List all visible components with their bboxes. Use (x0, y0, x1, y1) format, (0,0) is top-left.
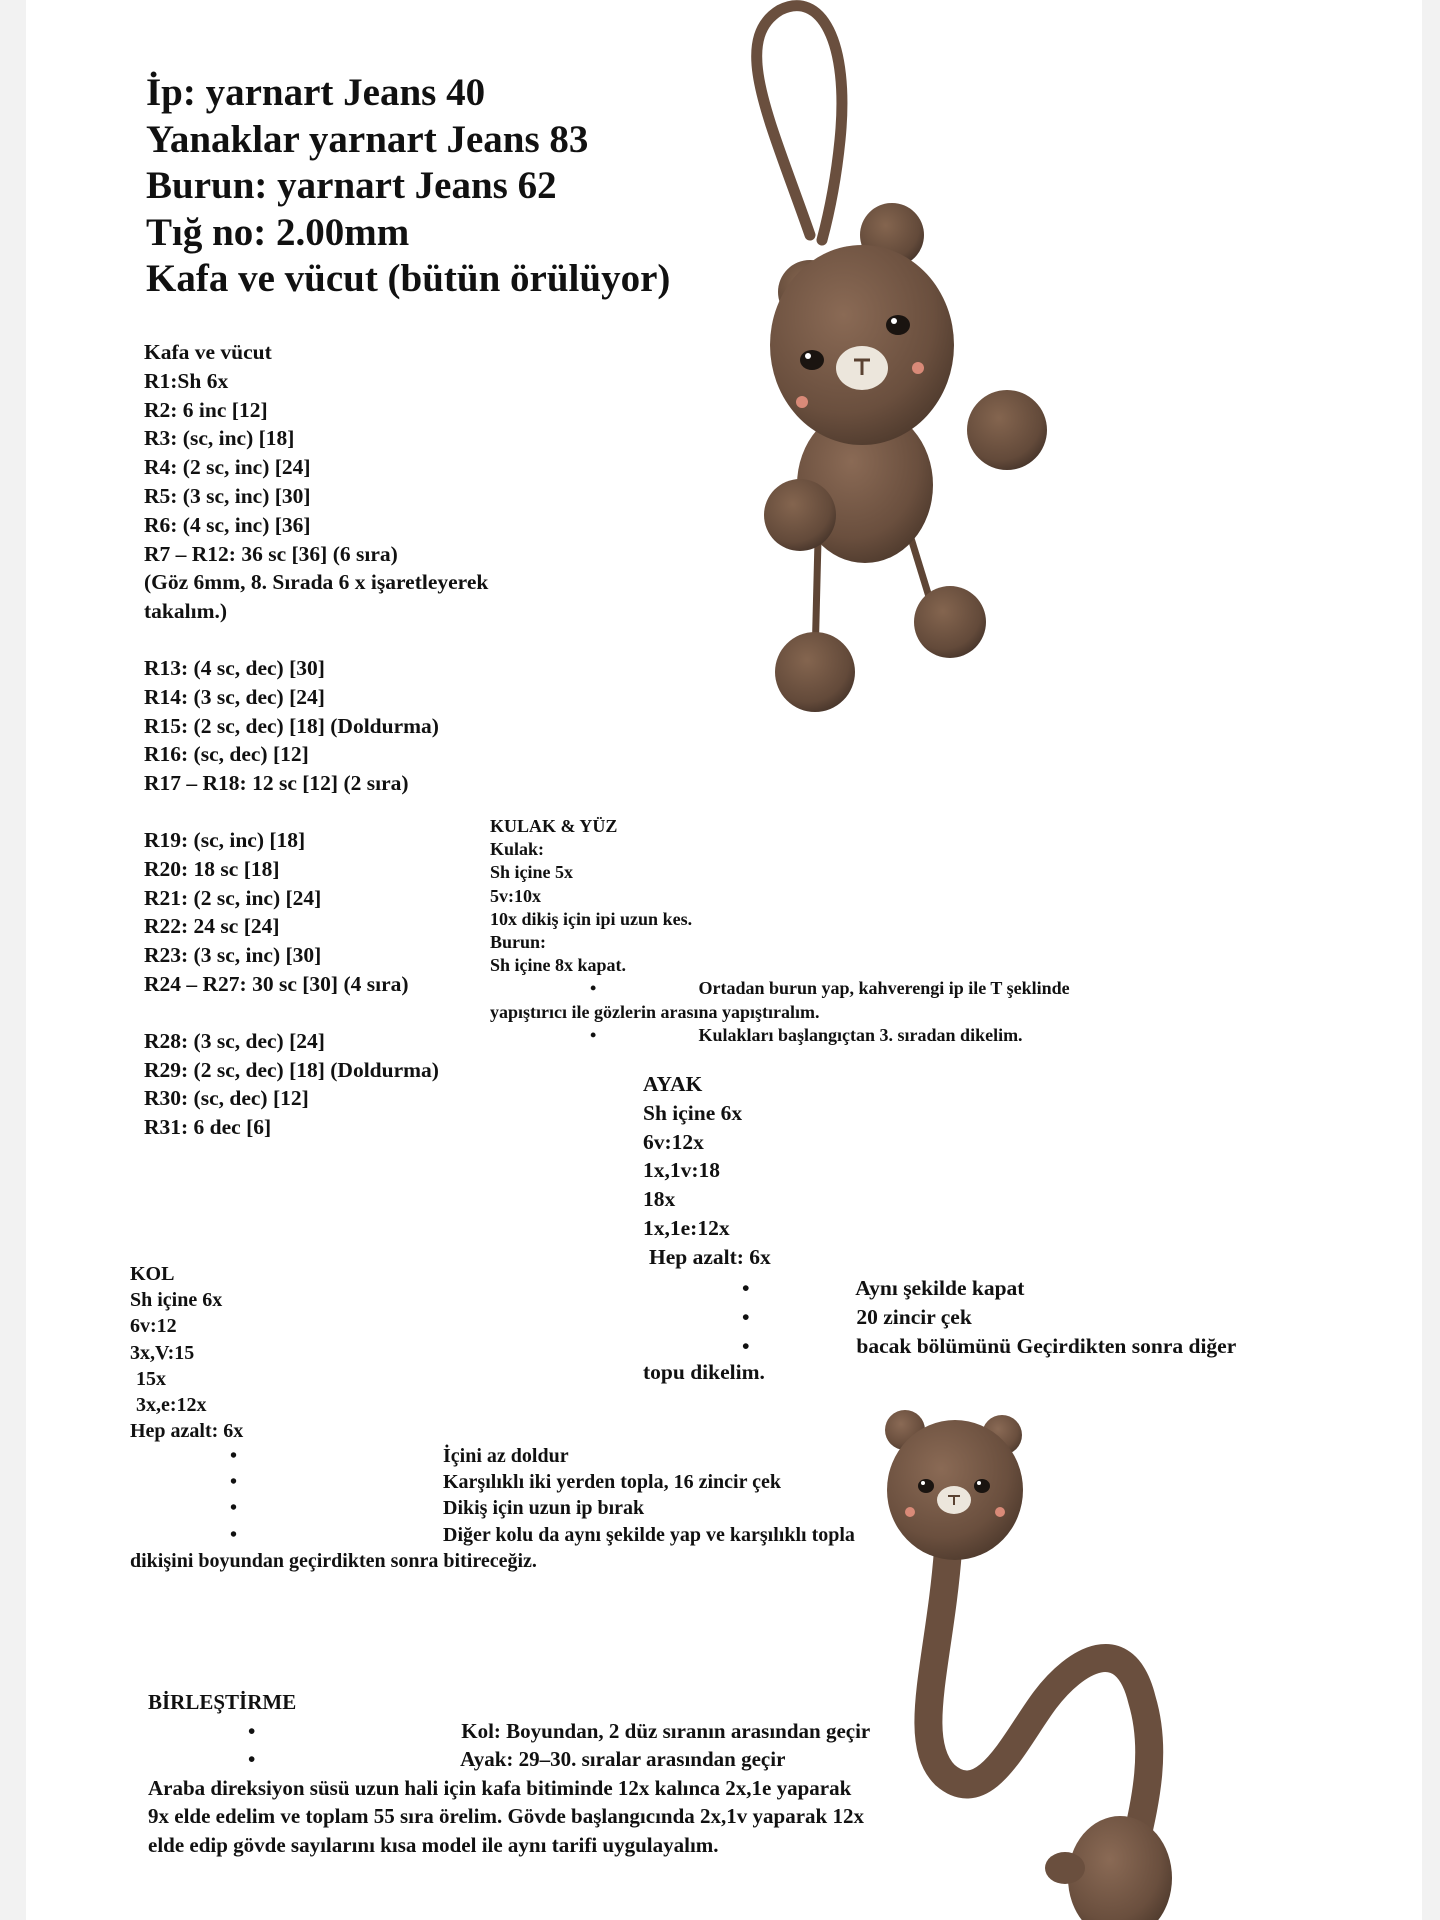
spacer (144, 999, 488, 1027)
pattern-row: R14: (3 sc, dec) [24] (144, 684, 325, 709)
pattern-note: takalım.) (144, 599, 228, 624)
bullet-text: Aynı şekilde kapat (855, 1276, 1025, 1300)
bullet-item (742, 1303, 1236, 1332)
pattern-row: 3x,V:15 (130, 1341, 195, 1364)
pattern-row: Sh içine 8x kapat. (490, 955, 627, 976)
paragraph-line: elde edip gövde sayılarını kısa model ile aynı tarifi uygulayalım. (148, 1832, 719, 1857)
leg-section (643, 1070, 771, 1272)
right-margin-strip (1422, 0, 1440, 1920)
pattern-row: R7 – R12: 36 sc [36] (6 sıra) (144, 541, 398, 566)
bear-keychain-photo (700, 0, 1100, 720)
bullet-continuation: yapıştırıcı ile gözlerin arasına yapıştıralım. (490, 1001, 820, 1022)
section-title: BİRLEŞTİRME (148, 1690, 297, 1714)
bullet-text: Kulakları başlangıçtan 3. sıradan dikelim. (698, 1024, 1023, 1045)
spacer (144, 798, 488, 826)
spacer (144, 626, 488, 654)
bullet-text: Kol: Boyundan, 2 düz sıranın arasından geçir (461, 1718, 871, 1743)
arm-section (130, 1261, 243, 1444)
bullet-item (148, 1745, 870, 1774)
pattern-row: 5v:10x (490, 885, 541, 906)
arm-bullets (130, 1443, 855, 1574)
bullet-text: Diğer kolu da aynı şekilde yap ve karşılıklı topla (443, 1523, 855, 1546)
bullet-text: Ortadan burun yap, kahverengi ip ile T şeklinde (698, 978, 1070, 999)
bullet-icon: • (230, 1497, 238, 1520)
pattern-row: 1x,1e:12x (643, 1215, 730, 1240)
pattern-row: R2: 6 inc [12] (144, 397, 268, 422)
bullet-continuation: dikişini boyundan geçirdikten sonra bitireceğiz. (130, 1549, 537, 1572)
pattern-row: Sh içine 5x (490, 862, 574, 883)
header-line: Yanaklar yarnart Jeans 83 (146, 117, 589, 161)
pattern-row: R21: (2 sc, inc) [24] (144, 885, 322, 910)
pattern-row: R29: (2 sc, dec) [18] (Doldurma) (144, 1057, 439, 1082)
left-margin-strip (0, 0, 26, 1920)
bullet-icon: • (248, 1718, 256, 1743)
pattern-row: R31: 6 dec [6] (144, 1115, 272, 1140)
bullet-item (742, 1274, 1236, 1303)
header-line: Tığ no: 2.00mm (146, 210, 410, 254)
long-neck-bear-photo (860, 1400, 1220, 1920)
pattern-row: R13: (4 sc, dec) [30] (144, 655, 325, 680)
bullet-icon: • (590, 978, 597, 999)
bullet-icon: • (742, 1276, 750, 1300)
bullet-text: 20 zincir çek (856, 1305, 972, 1329)
bullet-item (130, 1495, 855, 1521)
bullet-icon: • (230, 1523, 238, 1546)
pattern-row: R19: (sc, inc) [18] (144, 827, 306, 852)
bullet-item (148, 1717, 870, 1746)
bullet-icon: • (248, 1747, 256, 1772)
pattern-row: R16: (sc, dec) [12] (144, 742, 309, 767)
section-title: Kafa ve vücut (144, 340, 272, 364)
bullet-item (130, 1522, 855, 1548)
bullet-item (130, 1443, 855, 1469)
bullet-text: Ayak: 29–30. sıralar arasından geçir (460, 1747, 786, 1772)
pattern-row: R1:Sh 6x (144, 368, 229, 393)
pattern-row: Hep azalt: 6x (649, 1244, 771, 1269)
bullet-item (490, 1024, 1070, 1047)
pattern-row: 10x dikiş için ipi uzun kes. (490, 908, 693, 929)
pattern-row: Burun: (490, 932, 547, 953)
pattern-row: R20: 18 sc [18] (144, 856, 280, 881)
pattern-row: 15x (136, 1367, 166, 1390)
bullet-icon: • (230, 1471, 238, 1494)
pattern-row: R24 – R27: 30 sc [30] (4 sıra) (144, 971, 409, 996)
pattern-row: R15: (2 sc, dec) [18] (Doldurma) (144, 713, 439, 738)
pattern-row: Kulak: (490, 839, 545, 860)
bullet-item (742, 1332, 1236, 1361)
section-title: AYAK (643, 1072, 703, 1096)
pattern-row: R23: (3 sc, inc) [30] (144, 943, 322, 968)
pattern-row: R6: (4 sc, inc) [36] (144, 512, 311, 537)
pattern-note: (Göz 6mm, 8. Sırada 6 x işaretleyerek (144, 570, 489, 595)
pattern-row: R22: 24 sc [24] (144, 914, 280, 939)
header-line: Kafa ve vücut (bütün örülüyor) (146, 257, 671, 300)
bullet-text: bacak bölümünü Geçirdikten sonra diğer (856, 1334, 1237, 1358)
leg-bullets (742, 1274, 1236, 1361)
assembly-section (148, 1688, 870, 1860)
bullet-icon: • (742, 1334, 750, 1358)
bullet-text: Dikiş için uzun ip bırak (443, 1497, 645, 1520)
bullet-icon: • (742, 1305, 750, 1329)
pattern-row: Hep azalt: 6x (130, 1420, 244, 1443)
header-block (146, 70, 670, 303)
header-line: İp: yarnart Jeans 40 (146, 71, 486, 114)
pattern-row: 18x (643, 1187, 676, 1212)
pattern-row: R28: (3 sc, dec) [24] (144, 1028, 325, 1053)
pattern-row: R17 – R18: 12 sc [12] (2 sıra) (144, 771, 409, 796)
pattern-row: Sh içine 6x (643, 1100, 743, 1125)
pattern-row: 6v:12 (130, 1315, 177, 1338)
pattern-row: R3: (sc, inc) [18] (144, 426, 295, 451)
pattern-row: R4: (2 sc, inc) [24] (144, 455, 311, 480)
ear-face-section (490, 815, 1070, 1047)
bullet-icon: • (230, 1445, 238, 1467)
bullet-item (490, 977, 1070, 1000)
pattern-row: R5: (3 sc, inc) [30] (144, 483, 311, 508)
section-title: KOL (130, 1263, 175, 1285)
pattern-row: Sh içine 6x (130, 1289, 223, 1312)
pattern-row: 1x,1v:18 (643, 1158, 721, 1183)
bullet-text: İçini az doldur (443, 1445, 569, 1467)
paragraph-line: Araba direksiyon süsü uzun hali için kafa bitiminde 12x kalınca 2x,1e yaparak (148, 1775, 852, 1800)
bullet-item (130, 1469, 855, 1495)
leg-end-text: topu dikelim. (643, 1360, 765, 1384)
header-line: Burun: yarnart Jeans 62 (146, 164, 557, 207)
bullet-icon: • (590, 1024, 597, 1045)
pattern-row: 3x,e:12x (136, 1394, 207, 1417)
bullet-text: Karşılıklı iki yerden topla, 16 zincir çek (443, 1471, 781, 1494)
pattern-row: R30: (sc, dec) [12] (144, 1086, 309, 1111)
pattern-row: 6v:12x (643, 1129, 704, 1154)
paragraph-line: 9x elde edelim ve toplam 55 sıra örelim. Gövde başlangıcında 2x,1v yaparak 12x (148, 1804, 864, 1829)
head-body-pattern (144, 338, 488, 1142)
section-title: KULAK & YÜZ (490, 816, 618, 836)
